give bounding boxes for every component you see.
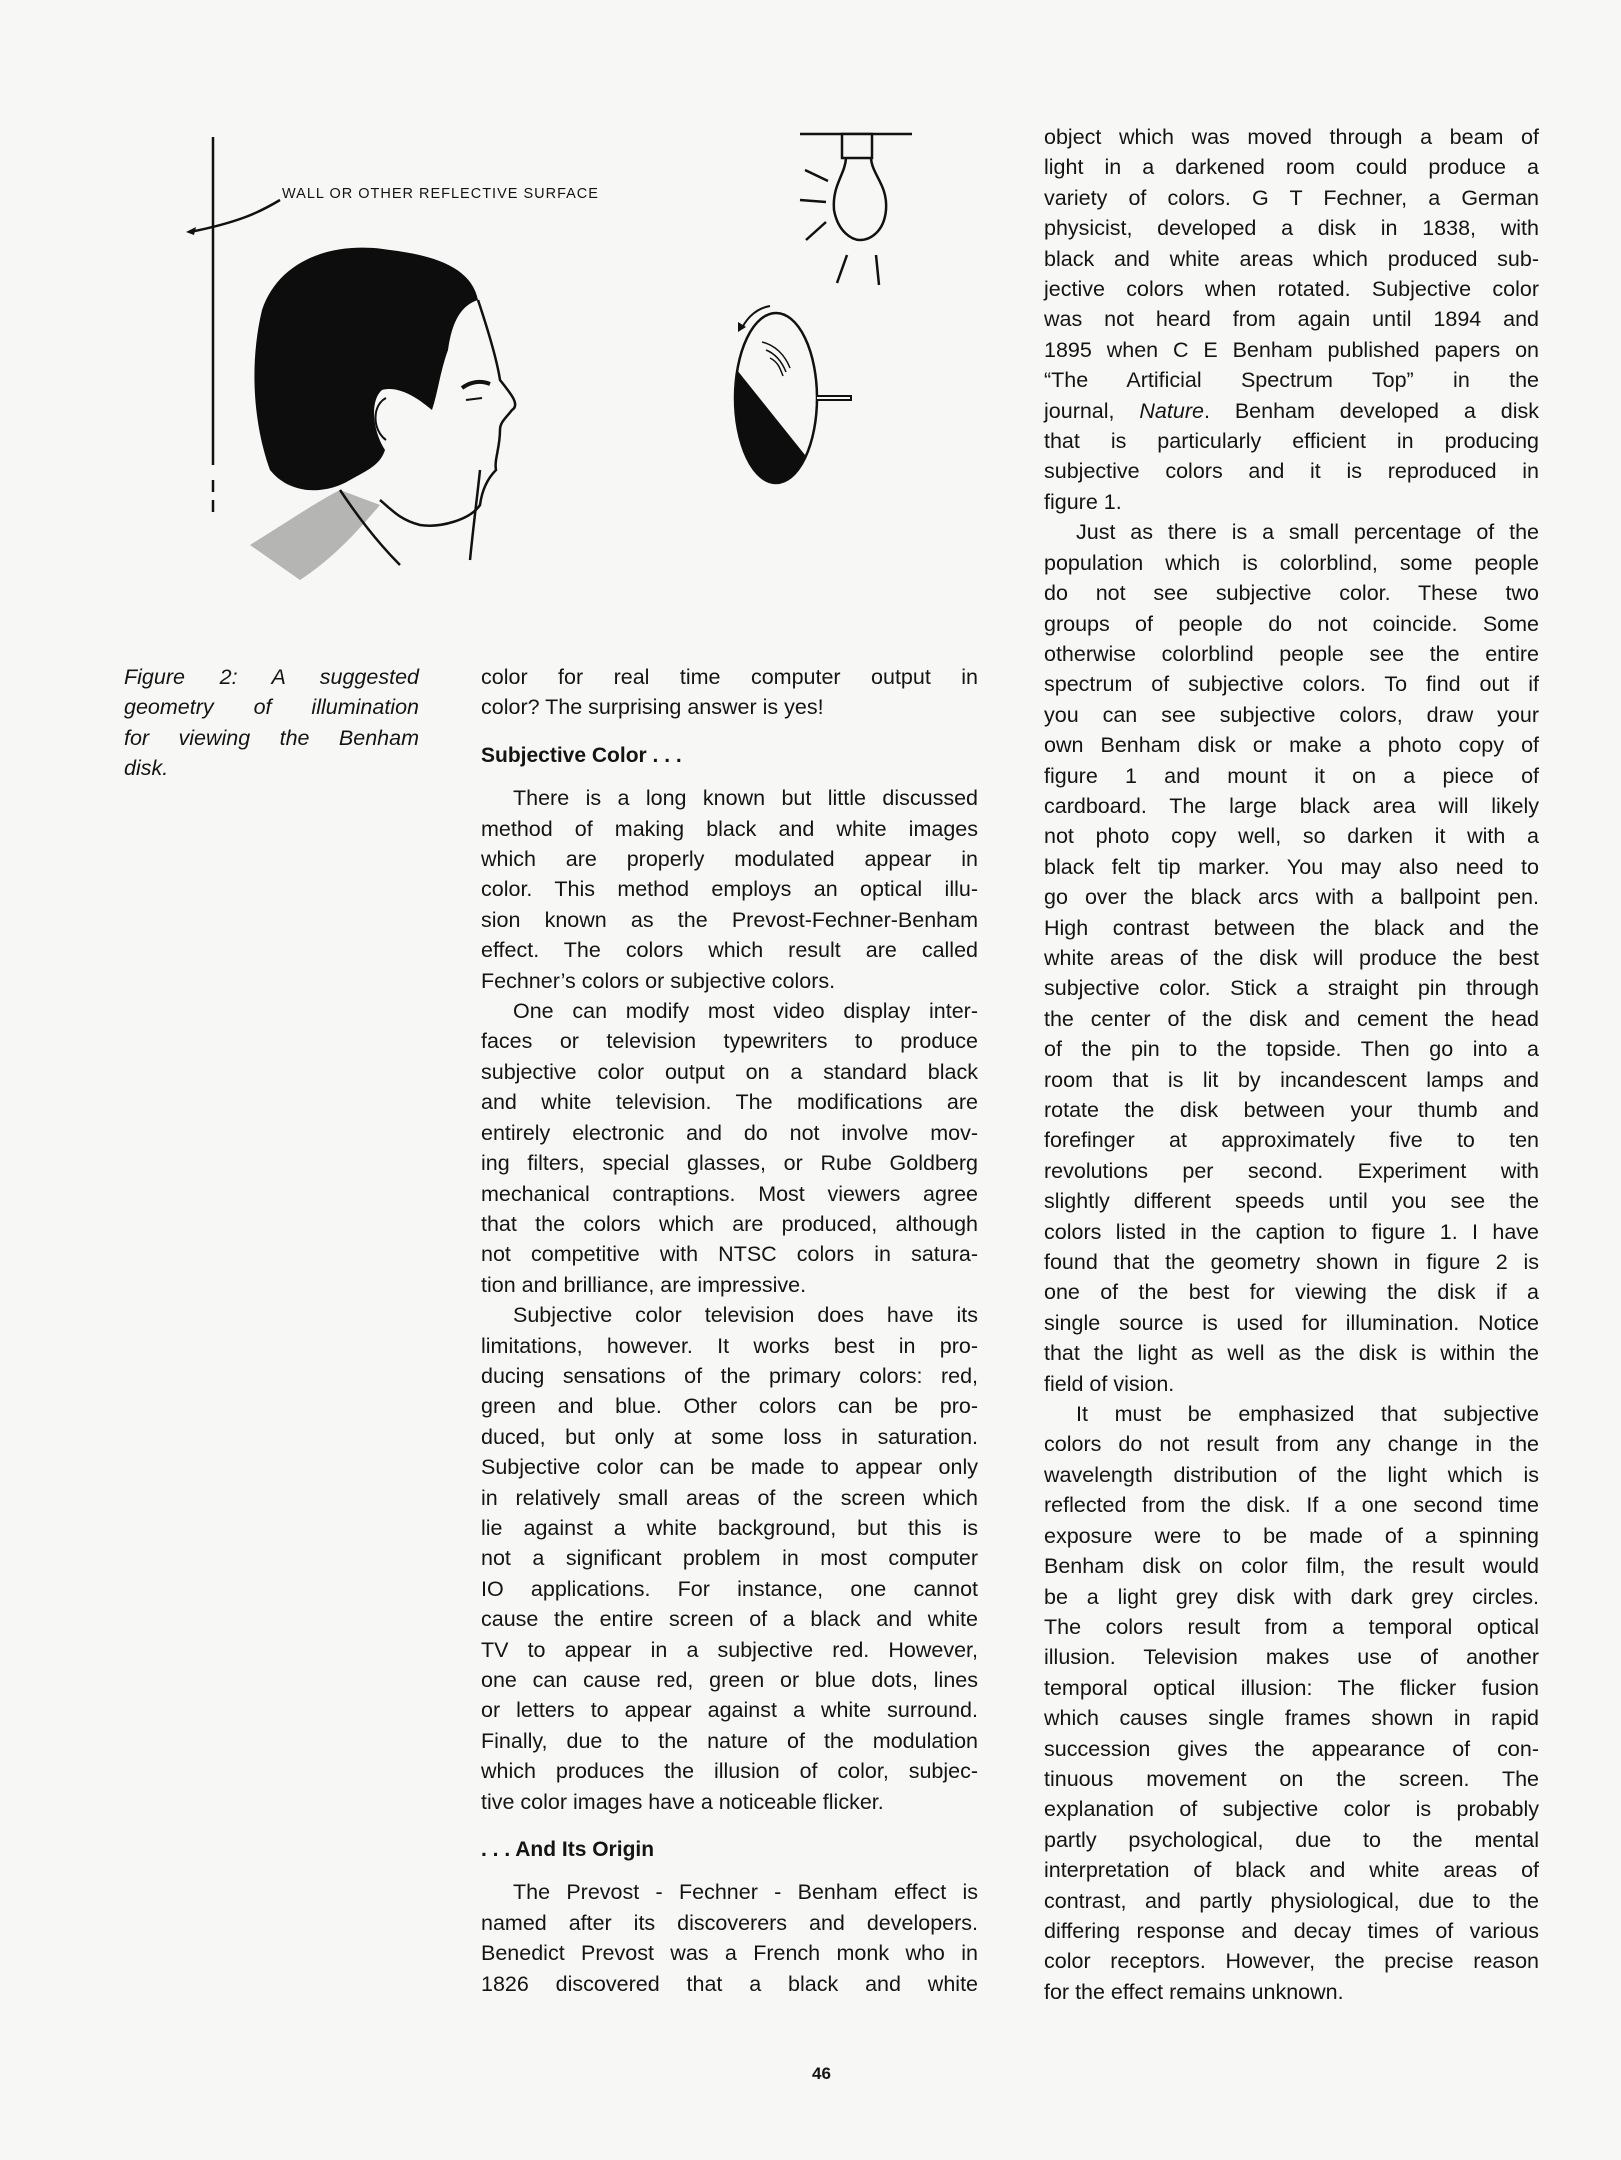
text-line: mechanical contraptions. Most viewers agree: [481, 1181, 978, 1206]
text-line: contrast, and partly physiological, due to the: [1044, 1888, 1539, 1913]
text-line: 1895 when C E Benham published papers on: [1044, 337, 1539, 362]
text-line: ducing sensations of the primary colors: red,: [481, 1363, 978, 1388]
text-line: be a light grey disk with dark grey circles.: [1044, 1584, 1539, 1609]
text-line: and white television. The modifications are: [481, 1090, 978, 1115]
paragraph: [481, 783, 978, 996]
caption-line: Figure 2: A suggested: [124, 665, 419, 689]
paragraph: [1044, 1399, 1539, 2007]
text-line: color. This method employs an optical illu-: [481, 877, 978, 902]
text-line: ing filters, special glasses, or Rube Goldberg: [481, 1151, 978, 1176]
text-line: do not see subjective color. These two: [1044, 581, 1539, 606]
italic-text: Nature: [1139, 398, 1204, 423]
figure-label: WALL OR OTHER REFLECTIVE SURFACE: [282, 186, 599, 202]
text-line: subjective colors and it is reproduced in: [1044, 459, 1539, 484]
text-line: variety of colors. G T Fechner, a German: [1044, 185, 1539, 210]
paragraph: [481, 1877, 978, 1999]
text-line: [1044, 396, 1539, 426]
text-line: explanation of subjective color is probably: [1044, 1797, 1539, 1822]
text-line: exposure were to be made of a spinning: [1044, 1523, 1539, 1548]
text-line: color? The surprising answer is yes!: [481, 695, 824, 720]
text-line: black and white areas which produced sub-: [1044, 246, 1539, 271]
text-line: tinuous movement on the screen. The: [1044, 1766, 1539, 1791]
text-line: It must be emphasized that subjective: [1076, 1402, 1539, 1427]
text-line: revolutions per second. Experiment with: [1044, 1158, 1539, 1183]
text-line: wavelength distribution of the light which is: [1044, 1462, 1539, 1487]
text-line: Just as there is a small percentage of the: [1076, 520, 1539, 545]
text-line: colors do not result from any change in the: [1044, 1432, 1539, 1457]
text-line: Benham disk on color film, the result would: [1044, 1554, 1539, 1579]
text-line: One can modify most video display inter-: [513, 999, 978, 1024]
text-line: faces or television typewriters to produce: [481, 1029, 978, 1054]
text-line: population which is colorblind, some people: [1044, 550, 1539, 575]
text-line: Subjective color can be made to appear only: [481, 1455, 978, 1480]
paragraph: [1044, 517, 1539, 1399]
paragraph: [481, 996, 978, 1300]
caption-line: geometry of illumination: [124, 695, 419, 720]
text-line: There is a long known but little discussed: [513, 786, 978, 811]
text-line: differing response and decay times of various: [1044, 1918, 1539, 1943]
text-line: or letters to appear against a white surround.: [481, 1698, 978, 1723]
text-line: The colors result from a temporal optical: [1044, 1614, 1539, 1639]
text-line: figure 1 and mount it on a piece of: [1044, 763, 1539, 788]
text-line: “The Artificial Spectrum Top” in the: [1044, 368, 1539, 393]
text-line: one can cause red, green or blue dots, lines: [481, 1668, 978, 1692]
text-line: limitations, however. It works best in pro-: [481, 1333, 978, 1358]
text-line: the center of the disk and cement the head: [1044, 1006, 1539, 1031]
text-line: effect. The colors which result are called: [481, 938, 978, 963]
text-line: jective colors when rotated. Subjective color: [1044, 277, 1539, 302]
text-line: Subjective color television does have its: [513, 1303, 978, 1328]
text-line: go over the black arcs with a ballpoint pen.: [1044, 885, 1539, 910]
text-line: which are properly modulated appear in: [481, 847, 978, 872]
text-line: that the light as well as the disk is within the: [1044, 1341, 1539, 1366]
arrow-head-icon: [186, 227, 196, 235]
text-line: physicist, developed a disk in 1838, with: [1044, 216, 1539, 241]
text-line: temporal optical illusion: The flicker fusion: [1044, 1675, 1539, 1700]
text-line: named after its discoverers and developers.: [481, 1910, 978, 1935]
text-line: green and blue. Other colors can be pro-: [481, 1394, 978, 1419]
text-line: color for real time computer output in: [481, 665, 978, 689]
text-line: slightly different speeds until you see the: [1044, 1189, 1539, 1214]
text-line: not competitive with NTSC colors in satura-: [481, 1242, 978, 1267]
text-line: colors listed in the caption to figure 1. I have: [1044, 1219, 1539, 1244]
text-line: sion known as the Prevost-Fechner-Benham: [481, 907, 978, 932]
text-line: cause the entire screen of a black and white: [481, 1607, 978, 1632]
section-heading: Subjective Color . . .: [481, 743, 682, 767]
text-line: room that is lit by incandescent lamps and: [1044, 1067, 1539, 1092]
text-line: reflected from the disk. If a one second time: [1044, 1493, 1539, 1518]
text-line: 1826 discovered that a black and white: [481, 1971, 978, 1996]
text-line: one of the best for viewing the disk if a: [1044, 1280, 1539, 1305]
figure-caption: [124, 662, 419, 784]
benham-disk: [735, 306, 852, 483]
text-line: illusion. Television makes use of another: [1044, 1645, 1539, 1670]
text-line: Benedict Prevost was a French monk who in: [481, 1941, 978, 1966]
text-line: method of making black and white images: [481, 816, 978, 841]
text-line: IO applications. For instance, one cannot: [481, 1576, 978, 1601]
text-line: Fechner’s colors or subjective colors.: [481, 968, 836, 993]
paragraph: [481, 1300, 978, 1817]
text-line: which causes single frames shown in rapid: [1044, 1706, 1539, 1731]
text-line: own Benham disk or make a photo copy of: [1044, 733, 1539, 758]
text-line: single source is used for illumination. Notice: [1044, 1310, 1539, 1335]
text-line: which produces the illusion of color, subjec-: [481, 1759, 978, 1784]
text-line: subjective color. Stick a straight pin through: [1044, 976, 1539, 1001]
text-line: interpretation of black and white areas of: [1044, 1858, 1539, 1883]
text-line: rotate the disk between your thumb and: [1044, 1098, 1539, 1122]
text-line: partly psychological, due to the mental: [1044, 1827, 1539, 1852]
text-line: field of vision.: [1044, 1371, 1175, 1396]
text-line: not a significant problem in most computer: [481, 1546, 978, 1571]
man-profile: [250, 248, 515, 580]
text-segment: journal,: [1044, 398, 1140, 423]
text-line: that is particularly efficient in producing: [1044, 429, 1539, 454]
text-line: figure 1.: [1044, 489, 1122, 514]
text-segment: . Benham developed a disk: [1203, 398, 1539, 423]
text-line: The Prevost - Fechner - Benham effect is: [513, 1880, 978, 1905]
figure-2-illustration: [0, 100, 1000, 620]
right-column: [1044, 122, 1539, 2007]
section-heading: . . . And Its Origin: [481, 1838, 655, 1862]
text-line: black felt tip marker. You may also need to: [1044, 854, 1539, 879]
text-line: object which was moved through a beam of: [1044, 125, 1539, 149]
text-line: forefinger at approximately five to ten: [1044, 1128, 1539, 1153]
text-line: otherwise colorblind people see the entire: [1044, 641, 1539, 666]
text-line: entirely electronic and do not involve mov-: [481, 1120, 978, 1145]
text-line: was not heard from again until 1894 and: [1044, 307, 1539, 332]
text-line: found that the geometry shown in figure 2 is: [1044, 1250, 1539, 1275]
text-line: for the effect remains unknown.: [1044, 1979, 1344, 2004]
text-line: tion and brilliance, are impressive.: [481, 1272, 807, 1297]
page-number: 46: [812, 2064, 831, 2083]
caption-line: disk.: [124, 756, 169, 781]
text-line: light in a darkened room could produce a: [1044, 155, 1539, 180]
text-line: duced, but only at some loss in saturation.: [481, 1424, 978, 1449]
text-line: tive color images have a noticeable flicker.: [481, 1789, 884, 1814]
text-line: cardboard. The large black area will likely: [1044, 793, 1539, 818]
text-line: not photo copy well, so darken it with a: [1044, 824, 1539, 849]
text-line: Finally, due to the nature of the modulation: [481, 1728, 978, 1753]
text-line: subjective color output on a standard black: [481, 1059, 978, 1084]
caption-line: for viewing the Benham: [124, 725, 419, 750]
middle-column: [481, 662, 978, 1999]
text-line: white areas of the disk will produce the best: [1044, 945, 1539, 970]
text-line: color receptors. However, the precise reason: [1044, 1949, 1539, 1974]
paragraph: [481, 662, 978, 723]
text-line: lie against a white background, but this is: [481, 1515, 978, 1540]
text-line: that the colors which are produced, although: [481, 1211, 978, 1236]
text-line: you can see subjective colors, draw your: [1044, 702, 1539, 727]
light-bulb-icon: [800, 134, 912, 285]
paragraph: [1044, 122, 1539, 517]
text-line: in relatively small areas of the screen which: [481, 1485, 978, 1510]
text-line: of the pin to the topside. Then go into a: [1044, 1037, 1539, 1062]
text-line: spectrum of subjective colors. To find out if: [1044, 672, 1539, 697]
text-line: groups of people do not coincide. Some: [1044, 611, 1539, 636]
text-line: succession gives the appearance of con-: [1044, 1736, 1539, 1761]
text-line: TV to appear in a subjective red. However,: [481, 1637, 978, 1662]
text-line: High contrast between the black and the: [1044, 915, 1539, 940]
